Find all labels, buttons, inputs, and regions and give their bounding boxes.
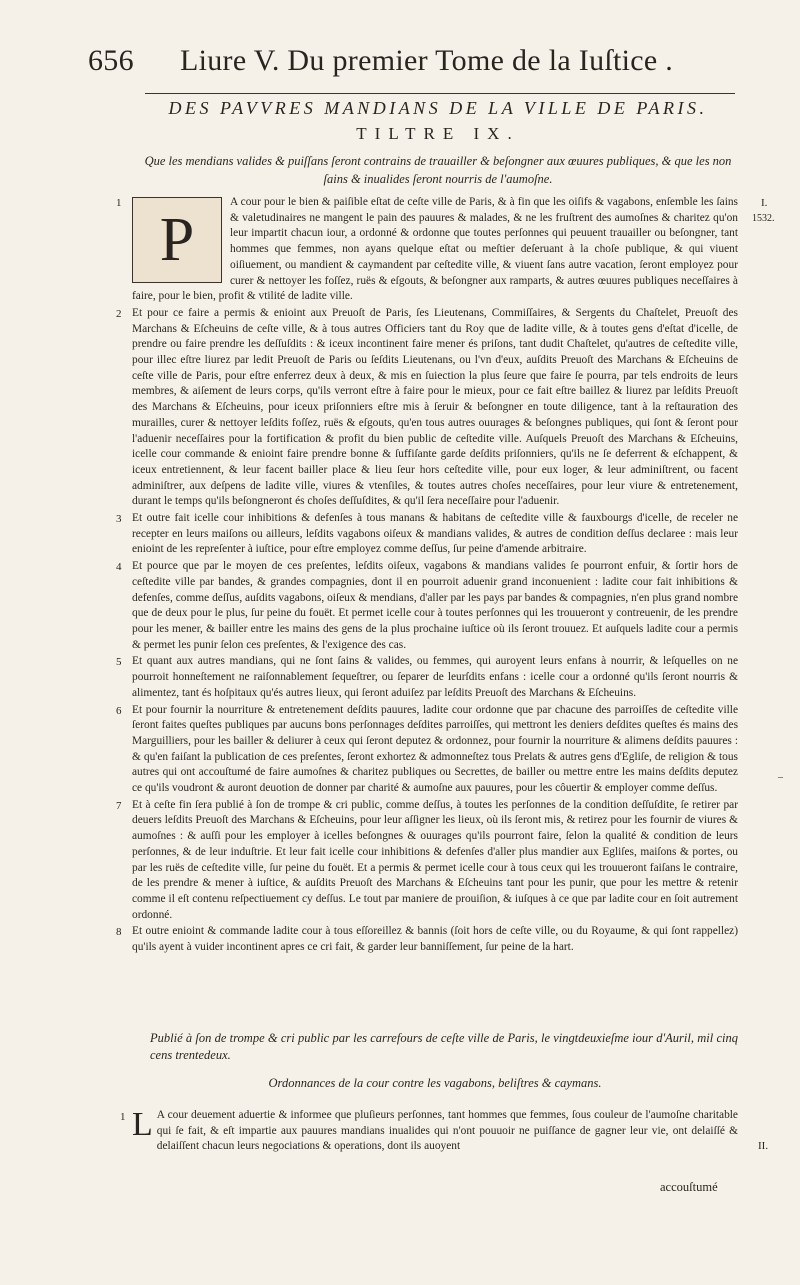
section-title: DES PAVVRES MANDIANS DE LA VILLE DE PARIS. (168, 98, 708, 118)
paragraph-number: 5 (116, 656, 122, 669)
paragraph-3 (116, 511, 738, 558)
paragraph-initial: E (132, 925, 139, 938)
paragraph-number: 3 (116, 513, 122, 526)
paragraph-8 (116, 924, 738, 955)
initial-letter: P (159, 206, 195, 274)
paragraph-initial: E (132, 703, 139, 716)
running-title: Liure V. Du premier Tome de la Iuſtice . (180, 44, 674, 77)
catchword: accouſtumé (660, 1180, 718, 1194)
paragraph-number: 6 (116, 704, 122, 717)
paragraph-initial: E (132, 655, 139, 668)
ordonnances-heading: Ordonnances de la cour contre les vagabons, beliſtres & caymans. (268, 1076, 602, 1090)
paragraph-initial: E (132, 306, 139, 319)
paragraph-text: t à ceſte fin ſera publié à ſon de trompe & cri public, comme deſſus, à toutes les perſonnes de la condition deſſuſdite, ſe retirer par deuers leſdits Preuoſt des Marchans & Eſcheuins, pour leur aſſigner les lieux, où ils ſeront mis, & retirez pour les fournir de viures & aumoſnes : & auſſi pour les employer à icelles beſongnes & ouurages qu'ils pourront faire, ſelon la qualité & condition de leurs perſonnes, & de leur induſtrie. Et leur fait icelle cour inhibitions & defenſes d'aller plus mandier aux Egliſes, maiſons & portes, ou par les ruës de ceſtedite ville, ſur peine du fouët. Et a permis & permet icelle cour à tous ceux qui les trouueront faiſans le contraire, de les prendre & mener à iuſtice, & auſdits Preuoſt des Marchans & Eſcheuins tant pour les punir, que pour les mettre & retenir comme il eſt contenu reſpectiuement cy deſſus. Le tout par maniere de prouiſion, & iuſques à ce que par ladite cour en ſoit autrement ordonné. (132, 798, 738, 921)
paragraph-initial: E (132, 798, 139, 811)
paragraph-text: t outre enioint & commande ladite cour à tous eſſoreillez & bannis (ſoit hors de ceſte ville, ou du Royaume, & qui ſont rappellez) qu'ils ayent à vuider incontinent apres ce cri fait, & garder leur banniſſement, ſur peine de la hart. (132, 925, 738, 954)
paragraph-initial: L (132, 1106, 153, 1143)
paragraph-4 (116, 559, 738, 653)
paragraph-text: A cour pour le bien & paiſible eſtat de ceſte ville de Paris, & à fin que les oiſifs & vagabons, enſemble les ſains & valetudinaires ne mangent le pain des pauures & malades, & ne les fruſtrent des aumoſnes & charitez qu'on leur impartit chacun iour, a ordonné & ordonne que toutes perſonnes qui peuuent trauailler ou beſongner, tant hommes que femmes, non ayans quelque eſtat ou meſtier deſeruant à la choſe publique, & qui viuent oiſiuement, ou mandient & caymandent par ceſtedite ville, & viuent ſans autre vacation, ſeront employez pour curer & nettoyer les foſſez, ruës & eſgouts, & beſongner aux ramparts, & autres œuures publiques neceſſaires à faire, pour le bien, profit & vtilité de ladite ville. (132, 196, 738, 303)
paragraph-7 (116, 798, 738, 924)
paragraph-text: t pource que par le moyen de ces preſentes, leſdits oiſeux, vagabons & mandians valides ſe pourront enfuir, & ſortir hors de ceſtedite ville par bandes, & grandes compagnies, dont il en pourroit aduenir grand inconuenient : ladite cour fait inhibitions & defenſes, comme deſſus, auſdits vagabons, oiſeux & mendians, d'aller par les pays par bandes & compagnies, n'en plus grand nombre que de deux pour le plus, ſur peine du fouët. Et permet icelle cour à toutes perſonnes qui les trouueront y contreuenir, de les prendre pour les mener, & bailler entre les mains des gens de la plus prochaine iuſtice où ils ſeront trouuez. Et auſquels ladite cour a permis & permet les punir ſelon ces preſentes, & l'exigence des cas. (132, 560, 738, 651)
page-number: 656 (88, 44, 134, 77)
tiltre-heading: TILTRE IX. (356, 124, 520, 143)
margin-note-1: I. (761, 197, 768, 209)
paragraph-number: 2 (116, 307, 122, 320)
margin-note-2: II. (758, 1140, 769, 1152)
paragraph-6 (116, 703, 738, 797)
paragraph-text: A cour deuement aduertie & informee que pluſieurs perſonnes, tant hommes que femmes, ſous couleur de l'aumoſne charitable qui ſe fait, & eſt impartie aux pauures mandians inualides qui n'ont pouuoir ne puiſſance de gagner leur vie, ont delaiſſé & delaiſſent chacun leurs negociations & operations, dont ils auoyent (156, 1109, 738, 1153)
paragraph-text: t outre fait icelle cour inhibitions & defenſes à tous manans & habitans de ceſtedite ville & fauxbourgs d'icelle, de receler ne recepter en leurs maiſons ou ailleurs, leſdits vagabons oiſeux & mandians valides, & autres de condition deſſus declaree : mais leur enioint de les repreſenter à iuſtice, pour eſtre employez comme deſſus, ſur peine d'amende arbitraire. (132, 512, 738, 556)
title-rule (145, 93, 735, 94)
paragraph-initial: E (132, 560, 139, 573)
paragraph-text: t quant aux autres mandians, qui ne ſont ſains & valides, ou femmes, qui auroyent leurs enfans à nourrir, & leſquelles on ne pourroit honneſtement ne raiſonnablement ſequeſtrer, ou ſeparer de leurſdits enfans : icelle cour a ordonné qu'ils ſeront nourris & alimentez, tant és hoſpitaux qu'és autres lieux, qui ſeront aduiſez par leſdits Preuoſt des Marchans & Eſcheuins. (132, 655, 738, 699)
paragraph-2 (116, 306, 738, 510)
paragraph-number: 1 (120, 1111, 126, 1123)
final-paragraph (120, 1106, 738, 1155)
running-header (88, 44, 688, 78)
main-text (116, 195, 738, 957)
paragraph-number: 8 (116, 926, 122, 939)
section-subtitle: Que les mendians valides & puiſſans ſeront contrains de trauailler & beſongner aux œuures publiques, & que les non ſains & inualides ſeront nourris de l'aumoſne. (144, 154, 732, 186)
paragraph-number: 4 (116, 561, 122, 574)
paragraph-number: 1 (116, 197, 122, 209)
paragraph-1 (116, 195, 738, 305)
paragraph-text: t pour ce faire a permis & enioint aux Preuoſt de Paris, ſes Lieutenans, Commiſſaires, & Sergents du Chaſtelet, Preuoſt des Marchans & Eſcheuins de ceſte ville, & à tous autres Officiers tant du Roy que de ladite ville, & à toutes gens d'eſtat d'icelle, de prendre ou faire prendre les deſſuſdits : & iceux incontinent faire mener és priſons, tant dudit Chaſtelet, qu'autres de ceſtedite ville, pour illec eſtre liurez par ledit Preuoſt de Paris ou ſeſdits Lieutenans, ou l'vn d'eux, auſdits Preuoſt des Marchans & Eſcheuins de ceſte ville de Paris, pour eſtre enferrez deux à deux, & mis en ſuiection la plus ſeure que faire ſe pourra, par tels endroits de leurs membres, & aiſement de leurs corps, qu'ils verront eſtre à faire pour le mieux, pour ce fait eſtre baillez & liurez par leſdits Preuoſt des Marchans & Eſcheuins, pour iceux priſonniers eſtre mis à ſeruir & beſongner en toute diligence, tant à la reſtauration des murailles, curer & nettoyer leſdits foſſez, ruës & eſgouts, qu'en tous autres ouurages & beſongnes publiques, qui ſont & ſeront pour l'aduenir neceſſaires pour la fortification & profit du bien public de ceſtedite ville. Auſquels Preuoſt des Marchans & Eſcheuins, icelle cour commande & enioint faire prendre bonne & ſuffiſante garde deſdits priſonniers, qu'ils ne ſe deferrent & eſchappent, & iceux entretiennent, & leur facent bailler place & lieu ſeur hors ceſtedite ville, pour eux loger, & leur adminiſtrent, ou facent adminiſtrer, aux deſpens de ladite ville, viures & vtenſiles, & toutes autres choſes neceſſaires, pour leur viure & entretenement, durant le temps qu'ils beſongneront és choſes deſſuſdites, & qu'il ſera neceſſaire pour l'aduenir. (132, 306, 738, 508)
publication-note: Publié à ſon de trompe & cri public par les carrefours de ceſte ville de Paris, le vingtdeuxieſme iour d'Auril, mil cinq cens trentedeux. (150, 1031, 738, 1062)
paragraph-text: t pour fournir la nourriture & entretenement deſdits pauures, ladite cour ordonne que par chacune des parroiſſes de ceſtedite ville ſeront faites queſtes publiques par aucuns bons perſonnages deſdites parroiſſes, qui mettront les deniers deſdites queſtes és mains des Marguilliers, pour les bailler & deliurer à ceux qui ſeront deputez & ordonnez, pour fournir la nourriture & alimens deſdits pauures : & qu'en faiſant la publication de ces preſentes, ſeront exhortez & admonneſtez tous Prelats & autres gens d'Egliſe, de religion & tous autres qui ont accouſtumé de faire aumoſnes & charitez publiques ou Secrettes, de bailler ou mettre entre les mains deſdits deputez ce qu'ils voudront & auront deuotion de donner par charité & aumoſne aux pauures, pour les côuertir & employer comme deſſus. (132, 703, 738, 795)
margin-year: 1532. (752, 213, 775, 224)
paragraph-initial: E (132, 512, 139, 525)
paragraph-number: 7 (116, 799, 122, 812)
paragraph-5 (116, 654, 738, 701)
margin-mark: – (778, 772, 783, 783)
ornamental-initial (132, 197, 222, 283)
